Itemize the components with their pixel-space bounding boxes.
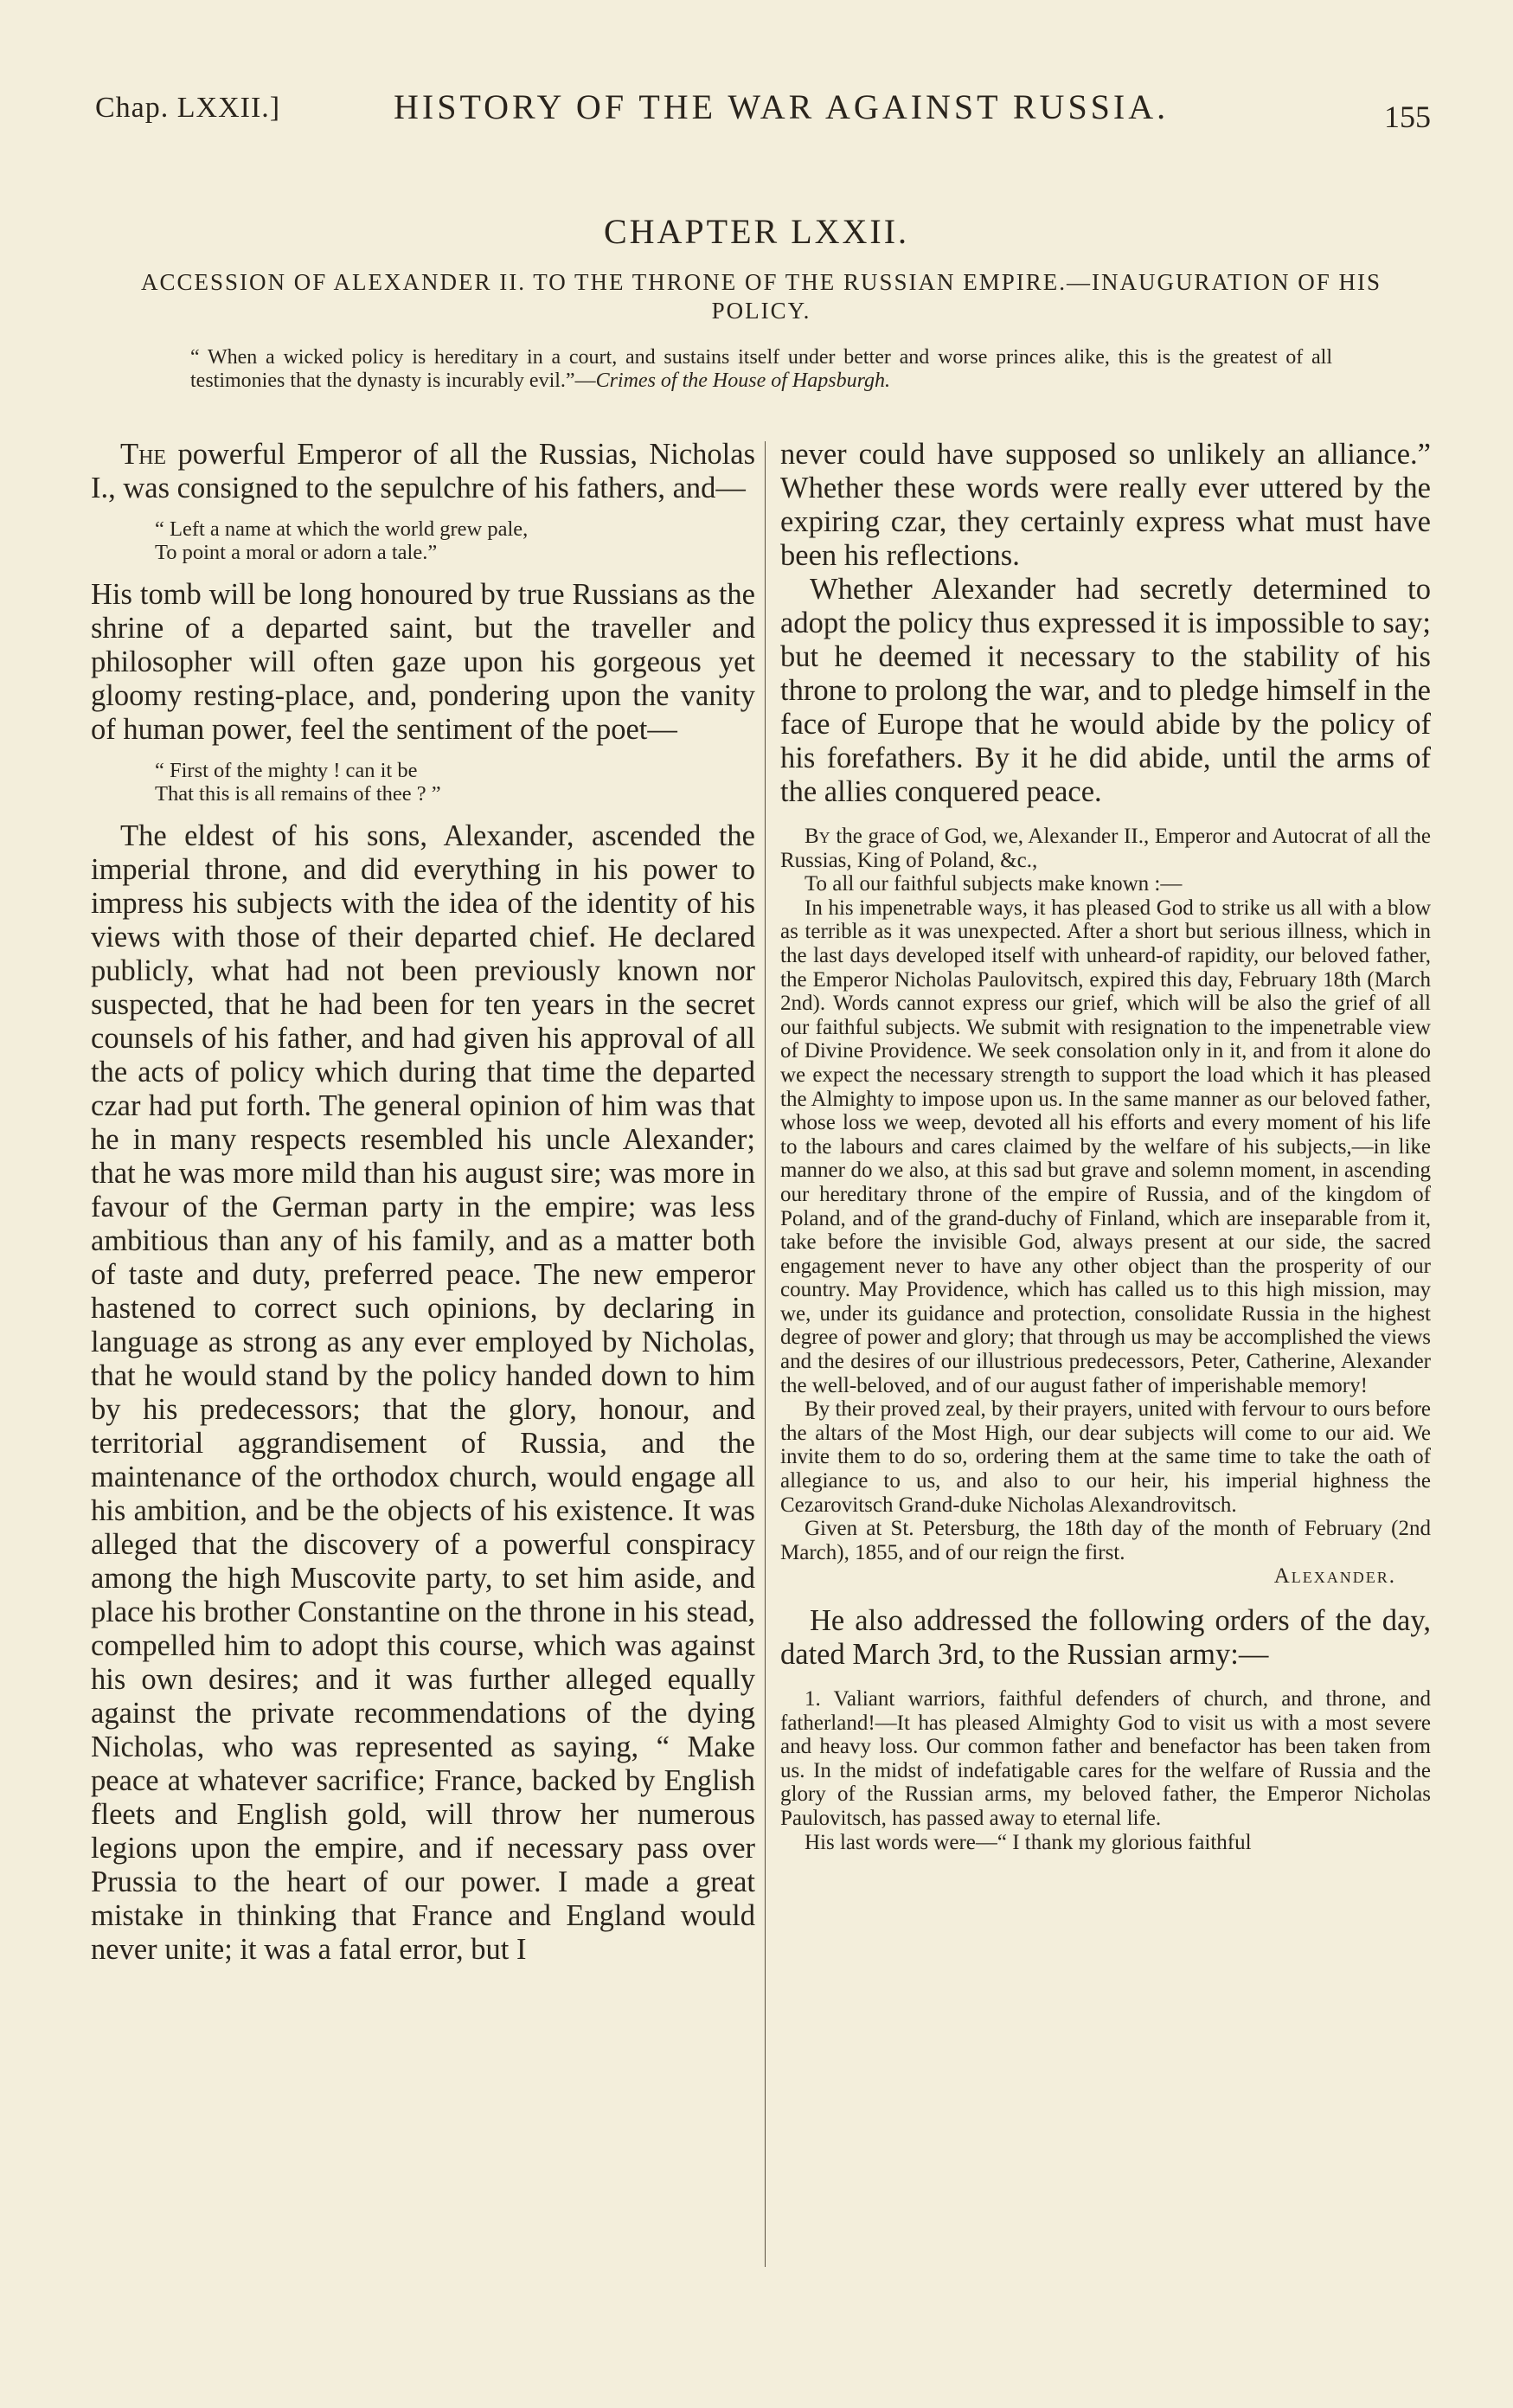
imperial-manifesto bbox=[780, 825, 1431, 1589]
paragraph: His tomb will be long honoured by true Russians as the shrine of a departed saint, but the traveller and philosopher will often gaze upon his gorgeous yet gloomy resting-place, and, pondering upon the vanity of human power, feel the sentiment of the poet— bbox=[91, 578, 755, 746]
verse-line: That this is all remains of thee ? ” bbox=[155, 782, 441, 806]
lead-word: The bbox=[120, 438, 167, 471]
verse-quote bbox=[155, 759, 755, 806]
running-head-title: HISTORY OF THE WAR AGAINST RUSSIA. bbox=[394, 87, 1170, 126]
paragraph: Whether Alexander had secretly determined to adopt the policy thus expressed it is impossible to say; but he deemed it necessary to the stability of his throne to prolong the war, and to pledge himself in the face of Europe that he would abide by the policy of his forefathers. By it he did abide, until the arms of the allies conquered peace. bbox=[780, 573, 1431, 808]
manifesto-paragraph: To all our faithful subjects make known :— bbox=[805, 872, 1183, 896]
manifesto-paragraph: In his impenetrable ways, it has pleased God to strike us all with a blow as terrible as it was unexpected. After a short but serious illness, which in the last days developed itself with unheard-of rapidity, our beloved father, the Emperor Nicholas Paulovitsch, expired this day, February 18th (March 2nd). Words cannot express our grief, which will be also the grief of all our faithful subjects. We submit with resignation to the impenetrable view of Divine Providence. We seek consolation only in it, and from it alone do we expect the necessary strength to support the load which it has pleased the Almighty to impose upon us. In the same manner as our beloved father, whose loss we weep, devoted all his efforts and every moment of his life to the labours and cares claimed by the welfare of his subjects,—in like manner do we also, at this sad but grave and solemn moment, in ascending our hereditary throne of the empire of Russia, and of the kingdom of Poland, and of the grand-duchy of Finland, which are inseparable from it, take before the invisible God, always present at our side, the sacred engagement never to have any other object than the prosperity of our country. May Providence, which has called us to this high mission, may we, under its guidance and protection, consolidate Russia in the highest degree of power and glory; that through us may be accomplished the views and the desires of our illustrious predecessors, Peter, Catherine, Alexander the well-beloved, and of our august father of imperishable memory! bbox=[780, 896, 1431, 1397]
paragraph: He also addressed the following orders of the day, dated March 3rd, to the Russian army:— bbox=[780, 1604, 1431, 1671]
manifesto-paragraph: Given at St. Petersburg, the 18th day of the month of February (2nd March), 1855, and of our reign the first. bbox=[780, 1517, 1431, 1564]
page-number: 155 bbox=[1384, 100, 1431, 134]
verse-line: To point a moral or adorn a tale.” bbox=[155, 541, 438, 564]
verse-quote bbox=[155, 517, 755, 564]
manifesto-paragraph: By their proved zeal, by their prayers, united with fervour to ours before the altars of the Most High, our dear subjects will come to our aid. We invite them to do so, ordering them at the same time to take the oath of allegiance to us, and also to our heir, his imperial highness the Cezarovitsch Grand-duke Nicholas Alexandrovitsch. bbox=[780, 1397, 1431, 1517]
right-column bbox=[780, 438, 1431, 1854]
verse-line: “ First of the mighty ! can it be bbox=[155, 759, 418, 782]
left-column bbox=[91, 438, 755, 1967]
orders-paragraph: 1. Valiant warriors, faithful defenders of church, and throne, and fatherland!—It has pleased Almighty God to visit us with a most severe and heavy loss. Our common father and benefactor has been taken from us. In the midst of indefatigable cares for the welfare of Russia and the glory of the Russian arms, my beloved father, the Emperor Nicholas Paulovitsch, has passed away to eternal life. bbox=[780, 1687, 1431, 1830]
manifesto-paragraph bbox=[780, 825, 1431, 872]
lead-word: By bbox=[805, 825, 830, 848]
paragraph: The eldest of his sons, Alexander, ascended the imperial throne, and did everything in his power to impress his subjects with the idea of the identity of his views with those of their departed chief. He declared publicly, what had not been previously known nor suspected, that he had been for ten years in the secret counsels of his father, and had given his approval of all the acts of policy which during that time the departed czar had put forth. The general opinion of him was that he in many respects resembled his uncle Alexander; that he was more mild than his august sire; was more in favour of the German party in the empire; was less ambitious than any of his family, and as a matter both of taste and duty, preferred peace. The new emperor hastened to correct such opinions, by declaring in language as strong as any ever employed by Nicholas, that he would stand by the policy handed down to him by his predecessors; that the glory, honour, and territorial aggrandisement of Russia, and the maintenance of the orthodox church, would engage all his ambition, and be the objects of his existence. It was alleged that the discovery of a powerful conspiracy among the high Muscovite party, to set him aside, and place his brother Constantine on the throne in his stead, compelled him to adopt this course, which was against his own desires; and it was further alleged equally against the private recommendations of the dying Nicholas, who was represented as saying, “ Make peace at whatever sacrifice; France, backed by English fleets and English gold, will throw her numerous legions upon the empire, and if necessary pass over Prussia to the heart of our power. I made a great mistake in thinking that France and England would never unite; it was a fatal error, but I bbox=[91, 819, 755, 1966]
epigraph-text: “ When a wicked policy is hereditary in a court, and sustains itself under better and worse princes alike, this is the greatest of all testimonies that the dynasty is incurably evil.”— bbox=[190, 346, 1332, 392]
running-head bbox=[0, 87, 1513, 138]
paragraph-text: powerful Emperor of all the Russias, Nicholas I., was consigned to the sepulchre of his fathers, and— bbox=[91, 438, 755, 504]
epigraph-source: Crimes of the House of Hapsburgh. bbox=[595, 369, 891, 392]
column-rule bbox=[765, 441, 766, 2267]
paragraph bbox=[91, 438, 755, 505]
manifesto-text: the grace of God, we, Alexander II., Emperor and Autocrat of all the Russias, King of Poland, &c., bbox=[780, 825, 1431, 872]
orders-paragraph: His last words were—“ I thank my glorious faithful bbox=[805, 1830, 1252, 1854]
chapter-title: ACCESSION OF ALEXANDER II. TO THE THRONE OF THE RUSSIAN EMPIRE.—INAUGURATION OF HIS POLICY. bbox=[140, 269, 1382, 324]
running-head-chapter: Chap. LXXII.] bbox=[95, 92, 281, 124]
manifesto-signature: Alexander. bbox=[1273, 1564, 1396, 1589]
paragraph: never could have supposed so unlikely an alliance.” Whether these words were really ever uttered by the expiring czar, they certainly express what must have been his reflections. bbox=[780, 438, 1431, 572]
verse-line: “ Left a name at which the world grew pale, bbox=[155, 517, 529, 541]
epigraph bbox=[190, 346, 1332, 393]
army-orders bbox=[780, 1687, 1431, 1854]
chapter-number: CHAPTER LXXII. bbox=[603, 212, 910, 251]
